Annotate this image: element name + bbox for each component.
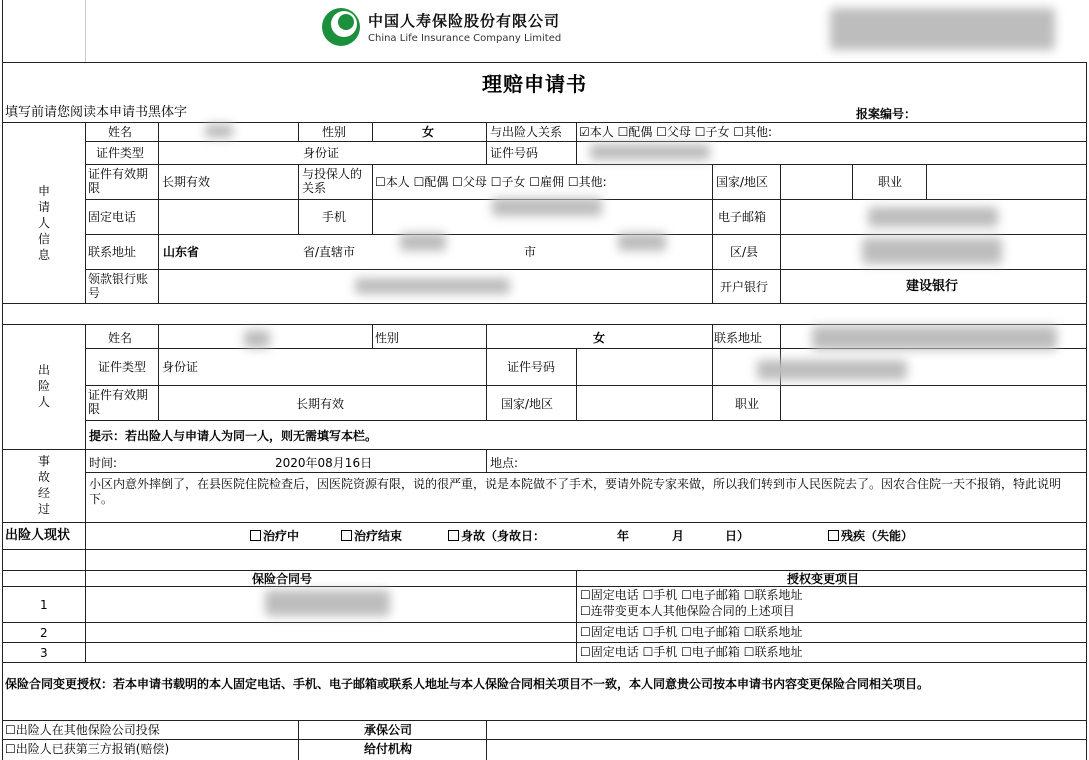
applicant-job-label: 职业 xyxy=(878,175,903,189)
redacted-insured-name[interactable] xyxy=(244,330,270,348)
checkbox-icon xyxy=(448,530,459,541)
applicant-id-no-label: 证件号码 xyxy=(490,146,539,160)
redacted-applicant-name[interactable] xyxy=(205,124,233,138)
checkbox-icon xyxy=(250,530,261,541)
policy-row-3-no: 3 xyxy=(40,646,48,660)
redacted-applicant-district[interactable] xyxy=(618,233,666,251)
redacted-applicant-email[interactable] xyxy=(868,207,998,227)
redacted-insured-id-no[interactable] xyxy=(757,360,907,380)
bank-account-label: 领款银行账号 xyxy=(88,272,149,300)
change-authorization-text: 保险合同变更授权：若本申请书载明的本人固定电话、手机、电子邮箱或联系人地址与本人保险合同相关项目不一致，本人同意贵公司按本申请书内容变更保险合同相关项目。 xyxy=(5,677,930,691)
contract-number-header: 保险合同号 xyxy=(252,572,313,586)
policy-row-1-no: 1 xyxy=(40,598,48,612)
status-death-option[interactable]: 身故（身故日： xyxy=(448,529,545,543)
insured-gender-value[interactable]: 女 xyxy=(593,331,606,345)
insured-section-label: 出险人 xyxy=(37,363,50,409)
header-bottom-line xyxy=(2,62,1087,63)
policy-row-2-no: 2 xyxy=(40,626,48,640)
redacted-applicant-id-no[interactable] xyxy=(590,144,710,160)
insured-address-label: 联系地址 xyxy=(714,331,763,345)
payer-label: 给付机构 xyxy=(364,742,413,756)
redacted-applicant-street[interactable] xyxy=(862,238,1002,264)
insured-id-no-label: 证件号码 xyxy=(507,360,556,374)
page-border-right xyxy=(1086,62,1087,760)
case-number-label: 报案编号： xyxy=(856,107,917,121)
same-person-tip: 提示：若出险人与申请人为同一人，则无需填写本栏。 xyxy=(89,429,378,443)
redacted-bank-account[interactable] xyxy=(355,278,510,294)
company-name-cn: 中国人寿保险股份有限公司 xyxy=(368,12,561,30)
redacted-applicant-mobile[interactable] xyxy=(492,198,602,216)
province-suffix-label: 省/直辖市 xyxy=(303,245,356,259)
applicant-phone-label: 固定电话 xyxy=(88,210,137,224)
insured-validity-value[interactable]: 长期有效 xyxy=(296,397,345,411)
change-items-header: 授权变更项目 xyxy=(787,572,860,586)
redacted-applicant-city[interactable] xyxy=(400,233,446,251)
applicant-gender-value[interactable]: 女 xyxy=(422,125,435,139)
redacted-insured-address[interactable] xyxy=(812,326,1057,350)
insured-id-type-label: 证件类型 xyxy=(98,360,147,374)
applicant-id-type-value[interactable]: 身份证 xyxy=(303,146,340,160)
applicant-address-label: 联系地址 xyxy=(88,245,137,259)
insured-job-label: 职业 xyxy=(735,397,760,411)
district-suffix-label: 区/县 xyxy=(730,245,759,259)
accident-section-label: 事故经过 xyxy=(37,454,50,516)
insured-name-label: 姓名 xyxy=(108,331,133,345)
insured-status-label: 出险人现状 xyxy=(5,528,71,543)
policy-row-1-extra[interactable]: ☐连带变更本人其他保险合同的上述项目 xyxy=(580,604,795,618)
death-month-label: 月 xyxy=(672,529,685,543)
header-gridline xyxy=(85,0,86,62)
third-party-option[interactable]: ☐出险人已获第三方报销(赔偿) xyxy=(5,742,170,756)
accident-time-label: 时间: xyxy=(89,456,118,470)
insured-validity-label: 证件有效期限 xyxy=(88,388,149,416)
insured-country-label: 国家/地区 xyxy=(501,397,554,411)
applicant-country-label: 国家/地区 xyxy=(716,175,769,189)
status-disabled-option[interactable]: 残疾（失能） xyxy=(828,529,913,543)
policy-row-3-options[interactable]: ☐固定电话 ☐手机 ☐电子邮箱 ☐联系地址 xyxy=(580,645,803,659)
relation-to-insured-options[interactable]: ☑本人 ☐配偶 ☐父母 ☐子女 ☐其他: xyxy=(579,125,773,139)
bank-label: 开户银行 xyxy=(720,280,769,294)
policyholder-relation-options[interactable]: ☐本人 ☐配偶 ☐父母 ☐子女 ☐雇佣 ☐其他: xyxy=(375,175,607,189)
redacted-barcode xyxy=(830,8,1055,50)
applicant-section-label: 申请人信息 xyxy=(37,184,50,262)
company-name-en: China Life Insurance Company Limited xyxy=(368,33,562,44)
page-border-left xyxy=(2,0,3,760)
company-logo xyxy=(320,6,362,48)
insured-gender-label: 性别 xyxy=(375,331,400,345)
status-finished-option[interactable]: 治疗结束 xyxy=(341,529,402,543)
checkbox-icon xyxy=(341,530,352,541)
policy-row-2-options[interactable]: ☐固定电话 ☐手机 ☐电子邮箱 ☐联系地址 xyxy=(580,625,803,639)
applicant-province[interactable]: 山东省 xyxy=(163,245,200,259)
applicant-id-type-label: 证件类型 xyxy=(96,146,145,160)
underwriter-label: 承保公司 xyxy=(364,723,413,737)
form-title: 理赔申请书 xyxy=(482,72,587,96)
accident-date[interactable]: 2020年08月16日 xyxy=(275,456,373,470)
applicant-email-label: 电子邮箱 xyxy=(718,210,767,224)
applicant-mobile-label: 手机 xyxy=(322,210,347,224)
redacted-contract-number-1[interactable] xyxy=(265,590,390,616)
applicant-validity-label: 证件有效期限 xyxy=(88,167,149,195)
death-day-label: 日） xyxy=(725,529,750,543)
death-year-label: 年 xyxy=(617,529,630,543)
reading-note: 填写前请您阅读本申请书黑体字 xyxy=(5,105,188,120)
insured-id-type-value[interactable]: 身份证 xyxy=(162,360,199,374)
city-suffix-label: 市 xyxy=(524,245,537,259)
other-insurer-option[interactable]: ☐出险人在其他保险公司投保 xyxy=(5,723,160,737)
relation-to-insured-label: 与出险人关系 xyxy=(490,125,563,139)
status-treating-option[interactable]: 治疗中 xyxy=(250,529,299,543)
applicant-validity-value[interactable]: 长期有效 xyxy=(162,175,211,189)
policy-row-1-options[interactable]: ☐固定电话 ☐手机 ☐电子邮箱 ☐联系地址 xyxy=(580,588,803,602)
checkbox-icon xyxy=(828,530,839,541)
accident-place-label: 地点: xyxy=(490,456,519,470)
applicant-gender-label: 性别 xyxy=(322,125,347,139)
bank-value[interactable]: 建设银行 xyxy=(906,279,959,294)
applicant-name-label: 姓名 xyxy=(108,125,133,139)
accident-description[interactable]: 小区内意外摔倒了，在县医院住院检查后，因医院资源有限，说的很严重，说是本院做不了手术，要请外院专家来做，所以我们转到市人民医院去了。因农合住院一天不报销，特此说明下。 xyxy=(89,477,1062,506)
policyholder-relation-label: 与投保人的关系 xyxy=(302,167,363,195)
